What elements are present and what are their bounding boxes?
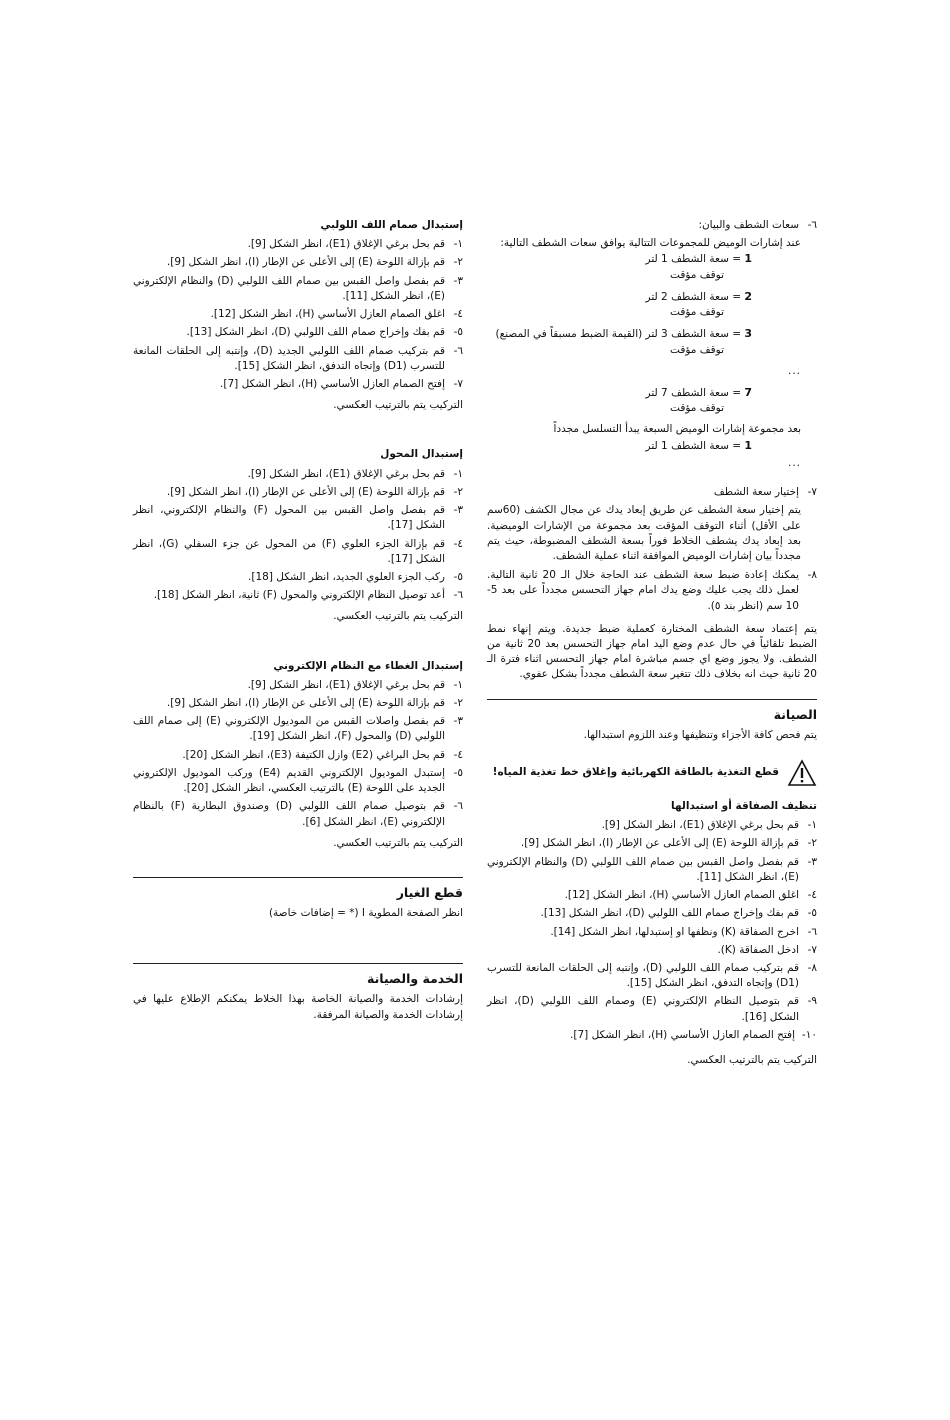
section-heading: إستبدال الغطاء مع النظام الإلكتروني [273,659,463,672]
list-item: ٥- إستبدل الموديول الإلكتروني القديم (E4) وركب الموديول الإلكتروني الجديد على اللوحة (E) بالترتيب العكسي، انظر الشكل [20]. [133,766,463,795]
list-item: ٧- إفتح الصمام العازل الأساسي (H)، انظر الشكل [7]. [220,377,463,390]
repeat-text: بعد مجموعة إشارات الوميض السبعة يبدأ التسلسل مجدداً [553,423,801,436]
list-item: ٦- قم بتركيب صمام اللف اللولبي الجديد (D)، وإنتبه إلى الحلقات المانعة للتسرب (D1) وإتجاه التدفق، انظر الشكل [15]. [133,344,463,372]
section-heading: إستبدال المحول [380,448,463,461]
maintenance-steps [487,818,817,1043]
item-number: ٧- [807,486,817,499]
section-text: يتم فحص كافة الأجزاء وتنظيفها وعند اللزوم استبدالها. [583,728,817,741]
item-number: ٨- [807,569,817,582]
left-column [133,218,463,1023]
right-column [487,218,817,1068]
section-divider [487,699,817,700]
list-item: ٢- قم بإزالة اللوحة (E) إلى الأعلى عن الإطار (I)، انظر الشكل [9]. [166,256,463,269]
item-number: ٦- [807,219,817,231]
subsection-heading: تنظيف الصفاقة أو استبدالها [671,800,817,813]
pause-label: توقف مؤقت [670,402,724,415]
list-item: ٦- اخرج الصفاقة (K) ونظفها او إستبدلها، انظر الشكل [14]. [550,925,817,938]
section-divider [133,963,463,964]
list-item: ٤- اغلق الصمام العازل الأساسي (H)، انظر الشكل [12]. [210,308,463,321]
section-heading: الصيانة [773,706,817,722]
list-item: ٥- ركب الجزء العلوي الجديد، انظر الشكل [18]. [248,570,463,583]
section-text: انظر الصفحة المطوية I (* = إضافات خاصة) [268,907,463,920]
item-text: يمكنك إعادة ضبط سعة الشطف عند الحاجة خلال الـ 20 ثانية التالية. لعمل ذلك يجب عليك وضع يدك امام جهاز التحسس مجدداً على بعد 5-10 سم (انظر بند ٥). [487,569,799,612]
config-line: 2 = سعة الشطف 2 لتر [645,289,752,303]
list-item: ٢- قم بإزالة اللوحة (E) إلى الأعلى عن الإطار (I)، انظر الشكل [9]. [166,697,463,710]
assembly-note: التركيب يتم بالترتيب العكسي. [333,836,463,849]
config-line: 1 = سعة الشطف 1 لتر [645,252,752,266]
config-line: 7 = سعة الشطف 7 لتر [645,385,752,399]
ellipsis: ... [787,456,801,469]
list-item: ٧- ادخل الصفاقة (K). [717,943,817,956]
config-line: 3 = سعة الشطف 3 لتر (القيمة الضبط مسبقاً في المصنع) [495,327,752,341]
section-heading: الخدمة والصيانة [366,971,463,987]
closing-paragraph: يتم إعتماد سعة الشطف المختارة كعملية ضبط جديدة. ويتم إنهاء نمط الضبط تلقائياً في حال عدم وضع اليد امام جهاز التحسس بعد 20 ثانية من الشطف. ولا يجوز وضع اي جسم مباشرة امام جهاز التحسس اثناء فترة الـ 20 ثانية حيث انه بخلاف ذلك تتغير سعة الشطف مجدداً بشكل عفوي. [487,622,817,681]
section-divider [133,877,463,878]
config-line: 1 = سعة الشطف 1 لتر [645,438,752,452]
list-item: ١- قم بحل برغي الإغلاق (E1)، انظر الشكل [9]. [601,819,817,832]
list-item: ٦- قم بتوصيل صمام اللف اللولبي (D) وصندوق البطارية (F) بالنظام الإلكتروني (E)، انظر الشكل [6]. [133,800,463,828]
flash-intro: عند إشارات الوميض للمجموعات التتالية يوافق سعات الشطف التالية: [500,237,801,250]
warning-notice [487,759,817,787]
solenoid-steps [133,237,463,392]
flush-volume-list-end [487,385,817,416]
list-item: ٣- قم بفصل واصل القبس بين صمام اللف اللولبي (D) والنظام الإلكتروني (E)، انظر الشكل [11]. [133,274,463,302]
flush-volume-list [487,251,817,357]
list-item: ٩- قم بتوصيل النظام الإلكتروني (E) وصمام اللف اللولبي (D)، انظر الشكل [16]. [487,995,817,1023]
list-item: ٣- قم بفصل واصلات القبس من الموديول الإلكتروني (E) إلى صمام اللف اللولبي (D) والمحول (F)، انظر الشكل [19]. [133,715,463,743]
pause-label: توقف مؤقت [670,343,724,356]
list-item: ٣- قم بفصل واصل القبس بين صمام اللف اللولبي (D) والنظام الإلكتروني (E)، انظر الشكل [11]. [487,855,817,883]
warning-triangle-icon [787,759,817,787]
section-heading: إستبدال صمام اللف اللولبي [320,219,463,231]
item-title: سعات الشطف والبيان: [698,219,799,231]
list-item: ٥- قم بفك وإخراج صمام اللف اللولبي (D)، انظر الشكل [13]. [540,907,817,920]
list-item [487,218,817,233]
list-item: ٤- قم بحل البراغي (E2) وازل الكتيفة (E3)، انظر الشكل [20]. [182,748,463,761]
list-item: ١- قم بحل برغي الإغلاق (E1)، انظر الشكل [9]. [247,467,463,480]
list-item: ٢- قم بإزالة اللوحة (E) إلى الأعلى عن الإطار (I)، انظر الشكل [9]. [166,485,463,498]
list-item: ٦- أعد توصيل النظام الإلكتروني والمحول (F) ثانية، انظر الشكل [18]. [153,589,463,602]
list-item: ٥- قم بفك وإخراج صمام اللف اللولبي (D)، انظر الشكل [13]. [186,326,463,339]
list-item: ٣- قم بفصل واصل القبس بين المحول (F) والنظام الإلكتروني، انظر الشكل [17]. [133,504,463,532]
section-text: إرشادات الخدمة والصيانة الخاصة بهذا الخلاط يمكنكم الإطلاع عليها في إرشادات الخدمة والصيانة المرفقة. [133,993,463,1021]
pause-label: توقف مؤقت [670,306,724,319]
list-item: ٤- قم بإزالة الجزء العلوي (F) من المحول عن جزء السفلي (G)، انظر الشكل [17]. [133,537,463,565]
pause-label: توقف مؤقت [670,268,724,281]
list-item: ٤- اغلق الصمام العازل الأساسي (H)، انظر الشكل [12]. [564,889,817,902]
list-item: ١- قم بحل برغي الإغلاق (E1)، انظر الشكل [9]. [247,678,463,691]
item-text: يتم إختيار سعة الشطف عن طريق إبعاد يدك عن مجال الكشف (60سم على الأقل) أثناء التوقف المؤقت بعد مجموعة من الإشارات الوميضية. بعد إبعاد يدك يشطف الخلاط فوراً بسعة الشطف المضبوطة، حيث يتم مجدداً بيان إشارات الوميض الموافقة اثناء عملية الشطف. [487,504,801,562]
section-heading: قطع الغيار [396,885,463,900]
warning-text: قطع التغذية بالطاقة الكهربائية وإغلاق خط تغذية المياه! [492,766,779,779]
list-item [487,485,817,500]
ellipsis: ... [787,364,801,377]
assembly-note: التركيب يتم بالترتيب العكسي. [687,1054,817,1067]
list-item [487,568,817,614]
item-title: إختيار سعة الشطف [713,486,799,499]
assembly-note: التركيب يتم بالترتيب العكسي. [333,399,463,412]
list-item: ٢- قم بإزالة اللوحة (E) إلى الأعلى عن الإطار (I)، انظر الشكل [9]. [520,837,817,850]
assembly-note: التركيب يتم بالترتيب العكسي. [333,610,463,623]
cover-steps [133,678,463,830]
list-item: ١- قم بحل برغي الإغلاق (E1)، انظر الشكل [9]. [247,238,463,251]
transformer-steps [133,467,463,604]
list-item: ٨- قم بتركيب صمام اللف اللولبي (D)، وإنتبه إلى الحلقات المانعة للتسرب (D1) وإتجاه التدفق، انظر الشكل [15]. [487,962,817,990]
list-item: ١٠- إفتح الصمام العازل الأساسي (H)، انظر الشكل [7]. [570,1028,817,1041]
